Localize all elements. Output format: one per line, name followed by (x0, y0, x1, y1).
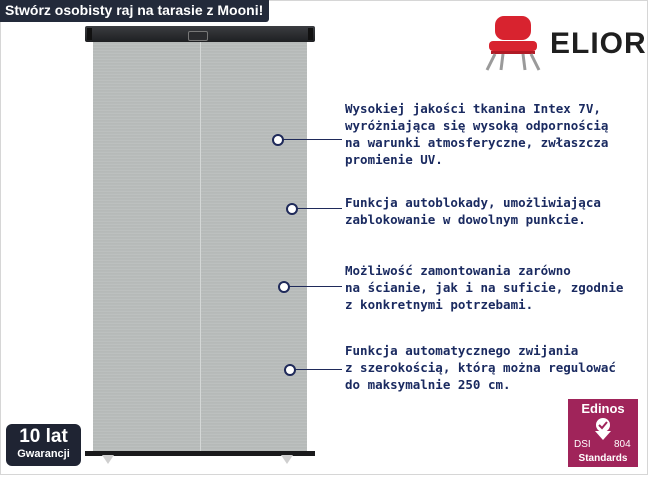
warranty-label: Gwarancji (17, 448, 70, 460)
feature-auto-retract (345, 342, 616, 393)
feature-line: zablokowanie w dowolnym punkcie. (345, 212, 586, 227)
edinos-standards-badge (568, 399, 638, 467)
feature-line: wyróżniająca się wysoką odpornością (345, 118, 609, 133)
feature-line: do maksymalnie 250 cm. (345, 377, 511, 392)
leader-line-3 (288, 286, 342, 287)
feature-line: z konkretnymi potrzebami. (345, 297, 534, 312)
feature-autolock (345, 194, 601, 228)
leader-line-4 (294, 369, 342, 370)
mount-hook-right (281, 455, 293, 464)
fabric-seam (200, 42, 201, 453)
cassette-cap-left (87, 28, 92, 40)
feature-line: na warunki atmosferyczne, zwłaszcza (345, 135, 609, 150)
callout-dot-3 (278, 281, 290, 293)
edinos-code: 804 (614, 439, 631, 450)
edinos-dsi: DSI (574, 439, 591, 450)
warranty-years: 10 lat (19, 426, 68, 447)
feature-mounting (345, 262, 623, 313)
feature-line: Funkcja automatycznego zwijania (345, 343, 579, 358)
mount-hook-left (102, 455, 114, 464)
feature-line: Możliwość zamontowania zarówno (345, 263, 571, 278)
leader-line-2 (296, 208, 342, 209)
blind-handle (188, 31, 208, 41)
quality-check-icon (592, 417, 614, 441)
feature-line: Wysokiej jakości tkanina Intex 7V, (345, 101, 601, 116)
cassette-cap-right (308, 28, 313, 40)
edinos-standards: Standards (578, 453, 628, 464)
feature-uv-fabric (345, 100, 608, 168)
brand-logo (478, 14, 647, 74)
edinos-name: Edinos (581, 401, 625, 416)
brand-name: ELIOR (550, 27, 647, 60)
chair-icon (483, 14, 545, 72)
headline-banner (0, 0, 269, 22)
warranty-badge (6, 424, 81, 466)
feature-line: promienie UV. (345, 152, 443, 167)
callout-dot-2 (286, 203, 298, 215)
headline-text: Stwórz osobisty raj na tarasie z Mooni! (5, 2, 264, 18)
callout-dot-1 (272, 134, 284, 146)
feature-line: Funkcja autoblokady, umożliwiająca (345, 195, 601, 210)
roller-blind-image (85, 26, 315, 466)
feature-line: na ścianie, jak i na suficie, zgodnie (345, 280, 624, 295)
leader-line-1 (282, 139, 342, 140)
callout-dot-4 (284, 364, 296, 376)
feature-line: z szerokością, którą można regulować (345, 360, 616, 375)
